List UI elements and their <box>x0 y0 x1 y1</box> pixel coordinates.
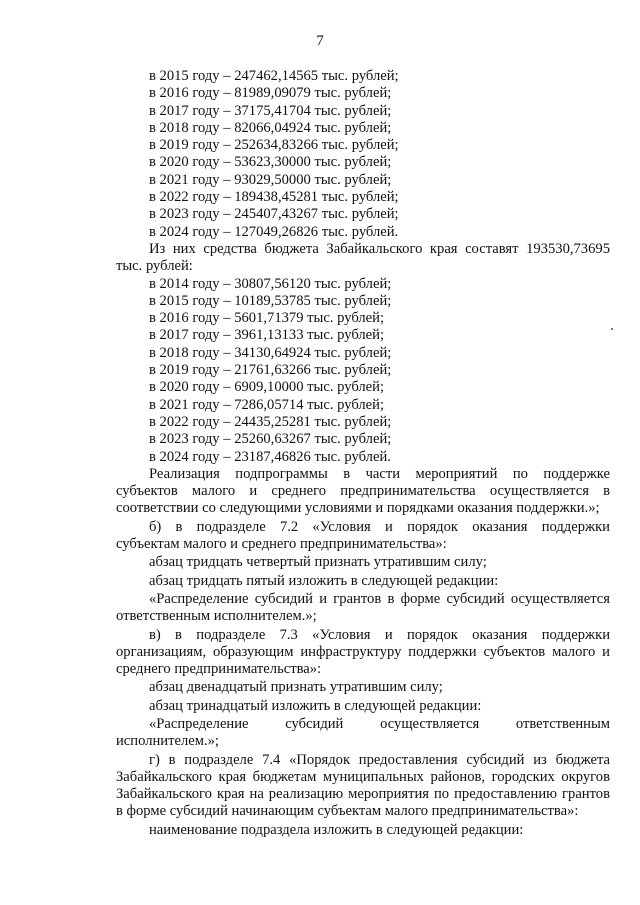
funding-year-line: в 2014 году – 30807,56120 тыс. рублей; <box>149 275 392 292</box>
funding-year-line: в 2023 году – 25260,63267 тыс. рублей; <box>149 431 392 448</box>
paragraph-13-edit-line: абзац тринадцатый изложить в следующей редакции: <box>149 697 482 714</box>
paragraph-line: Из них средства бюджета Забайкальского края составят 193530,73695 <box>149 240 610 257</box>
item-v-paragraph <box>116 627 610 679</box>
document-body <box>116 68 610 839</box>
funding-year-line: в 2024 году – 23187,46826 тыс. рублей. <box>149 448 391 465</box>
funding-year-line: в 2019 году – 252634,83266 тыс. рублей; <box>149 137 399 154</box>
funding-year-line: в 2020 году – 53623,30000 тыс. рублей; <box>149 154 392 171</box>
paragraph-line: Забайкальского края бюджетам муниципальных районов, городских округов <box>116 768 610 785</box>
paragraph-line: субъектам малого и среднего предпринимательства»: <box>116 536 447 553</box>
funding-year-line: в 2015 году – 247462,14565 тыс. рублей; <box>149 68 399 84</box>
paragraph-line: организациям, образующим инфраструктуру поддержки субъектов малого и <box>116 643 610 660</box>
funding-year-line: в 2020 году – 6909,10000 тыс. рублей; <box>149 379 385 396</box>
funding-year-line: в 2018 году – 34130,64924 тыс. рублей; <box>149 344 392 361</box>
implementation-paragraph <box>116 466 610 518</box>
funding-year-line: в 2019 году – 21761,63266 тыс. рублей; <box>149 362 392 379</box>
paragraph-35-edit-line: абзац тридцать пятый изложить в следующей редакции: <box>149 572 499 589</box>
paragraph-line: Забайкальского края на реализацию мероприятия по предоставлению грантов <box>116 786 610 803</box>
funding-year-line: в 2017 году – 3961,13133 тыс. рублей; <box>149 327 385 344</box>
funding-year-line: в 2022 году – 189438,45281 тыс. рублей; <box>149 189 399 206</box>
paragraph-12-void-line: абзац двенадцатый признать утратившим силу; <box>149 679 443 696</box>
funding-year-line: в 2016 году – 5601,71379 тыс. рублей; <box>149 310 385 327</box>
item-b-paragraph <box>116 519 610 554</box>
page-number: 7 <box>316 33 324 49</box>
paragraph-line: тыс. рублей: <box>116 258 193 275</box>
quote-2-paragraph <box>116 716 610 751</box>
paragraph-34-void-line: абзац тридцать четвертый признать утратившим силу; <box>149 554 487 571</box>
funding-year-line: в 2018 году – 82066,04924 тыс. рублей; <box>149 119 392 136</box>
paragraph-line: «Распределение субсидий и грантов в форме субсидий осуществляется <box>149 590 610 607</box>
quote-1-paragraph <box>116 591 610 626</box>
funding-by-year-list <box>116 68 610 241</box>
section-name-edit-line: наименование подраздела изложить в следующей редакции: <box>149 821 524 838</box>
paragraph-line: «Распределение субсидий осуществляется ответственным <box>149 715 610 732</box>
paragraph-line: в) в подразделе 7.3 «Условия и порядок оказания поддержки <box>149 626 610 643</box>
funding-year-line: в 2024 году – 127049,26826 тыс. рублей. <box>149 223 399 240</box>
funding-year-line: в 2023 году – 245407,43267 тыс. рублей; <box>149 206 399 223</box>
scan-speck <box>611 328 613 330</box>
paragraph-line: в форме субсидий начинающим субъектам малого предпринимательства»: <box>116 803 579 820</box>
funding-year-line: в 2017 году – 37175,41704 тыс. рублей; <box>149 102 392 119</box>
paragraph-line: Реализация подпрограммы в части мероприятий по поддержке <box>149 465 610 482</box>
paragraph-line: соответствии со следующими условиями и порядками оказания поддержки.»; <box>116 500 600 517</box>
paragraph-line: субъектов малого и среднего предпринимательства осуществляется в <box>116 483 610 500</box>
item-g-paragraph <box>116 752 610 821</box>
funding-year-line: в 2016 году – 81989,09079 тыс. рублей; <box>149 85 392 102</box>
paragraph-line: б) в подразделе 7.2 «Условия и порядок оказания поддержки <box>149 518 610 535</box>
regional-budget-paragraph <box>116 241 610 276</box>
funding-year-line: в 2021 году – 93029,50000 тыс. рублей; <box>149 171 392 188</box>
funding-year-line: в 2021 году – 7286,05714 тыс. рублей; <box>149 396 385 413</box>
paragraph-line: ответственным исполнителем.»; <box>116 608 317 625</box>
paragraph-line: среднего предпринимательства»: <box>116 661 322 678</box>
regional-funding-by-year-list <box>116 276 610 466</box>
paragraph-line: г) в подразделе 7.4 «Порядок предоставления субсидий из бюджета <box>149 751 610 768</box>
paragraph-line: исполнителем.»; <box>116 733 219 750</box>
funding-year-line: в 2022 году – 24435,25281 тыс. рублей; <box>149 413 392 430</box>
funding-year-line: в 2015 году – 10189,53785 тыс. рублей; <box>149 292 392 309</box>
